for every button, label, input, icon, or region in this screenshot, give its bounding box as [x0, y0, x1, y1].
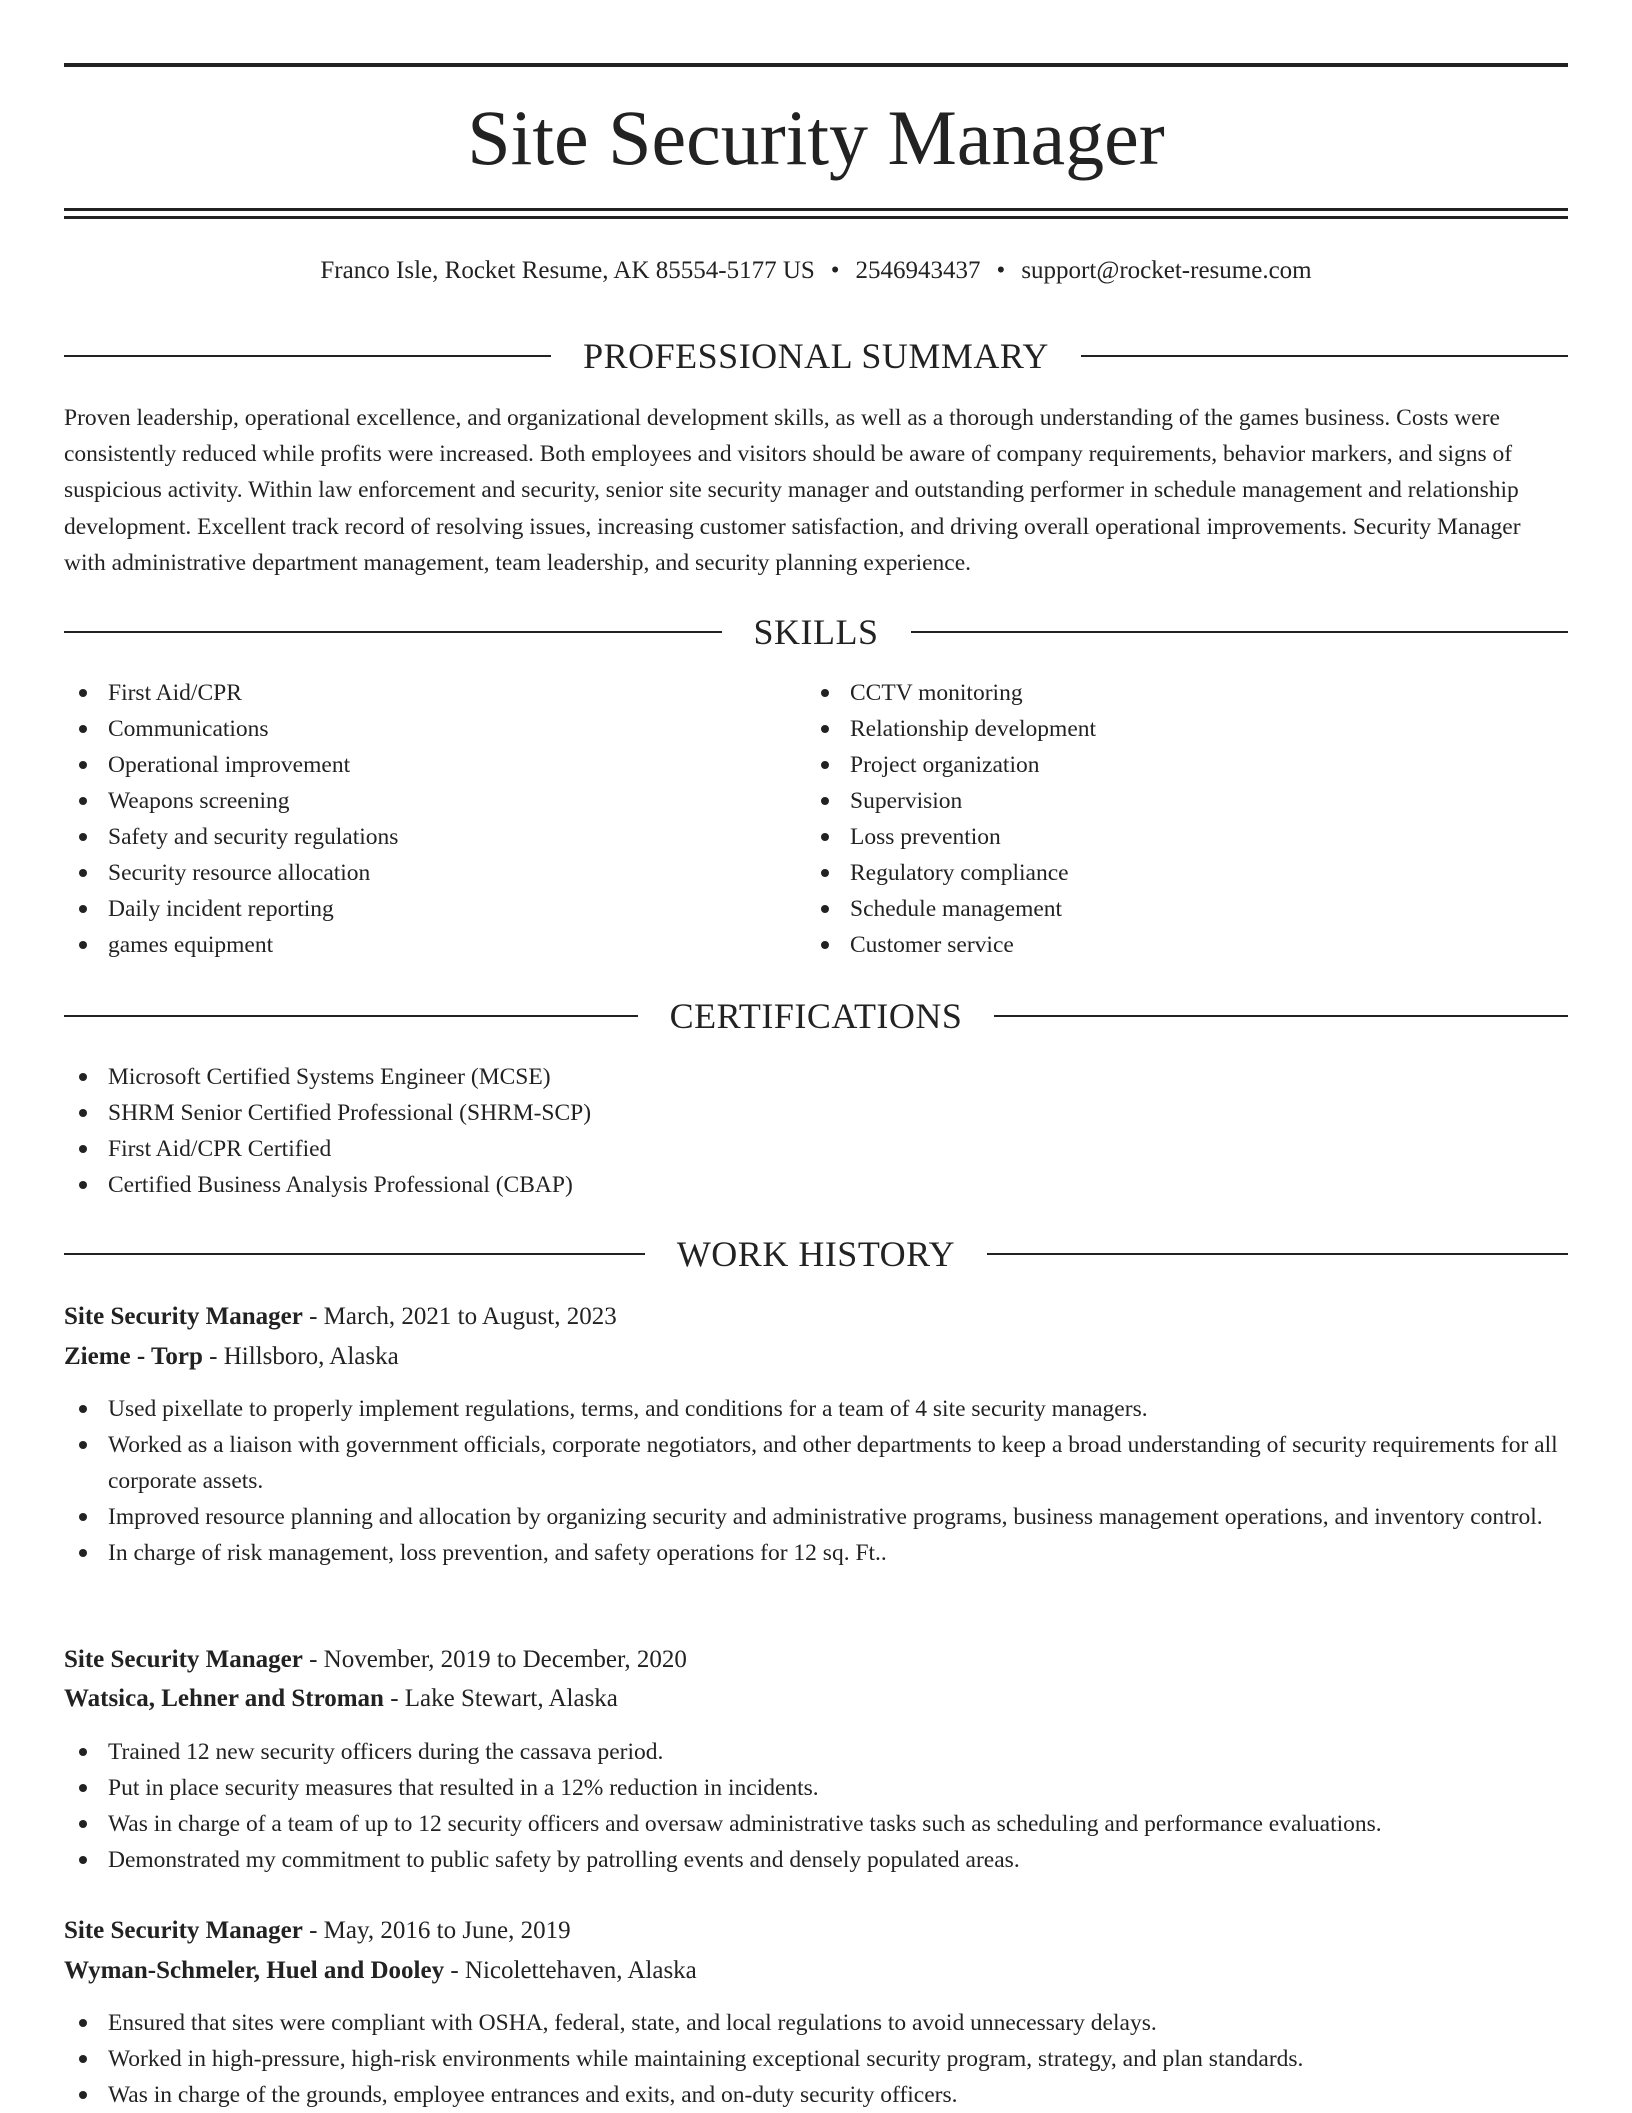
- list-item: [806, 747, 1566, 783]
- duty-text: Put in place security measures that resulted in a 12% reduction in incidents.: [108, 1775, 819, 1801]
- header-double-rule-lower: [64, 216, 1568, 219]
- skill-text: Schedule management: [850, 896, 1063, 922]
- skills-list: [64, 675, 804, 963]
- skill-text: Communications: [108, 716, 269, 742]
- header-double-rule-upper: [64, 208, 1568, 211]
- list-item: [64, 1535, 1568, 1571]
- certification-text: Certified Business Analysis Professional (CBAP): [108, 1172, 573, 1198]
- duty-text: Worked in high-pressure, high-risk environments while maintaining exceptional security program, strategy, and plan standards.: [108, 2046, 1304, 2072]
- section-heading: WORK HISTORY: [676, 1234, 956, 1274]
- bullet-icon: [821, 797, 829, 805]
- list-item: [64, 2041, 1568, 2077]
- section-rule: [64, 631, 722, 633]
- skill-text: Project organization: [850, 752, 1040, 778]
- section-header-certifications: [64, 996, 1568, 1036]
- bullet-icon: [79, 689, 87, 697]
- list-item: [64, 1734, 1568, 1770]
- list-item: [64, 1770, 1568, 1806]
- job-dates: - May, 2016 to June, 2019: [302, 1917, 571, 1944]
- bullet-icon: [79, 761, 87, 769]
- bullet-icon: [79, 905, 87, 913]
- skill-text: Supervision: [850, 788, 963, 814]
- list-item: [806, 891, 1566, 927]
- list-item: [806, 855, 1566, 891]
- job-duties: [64, 1391, 1568, 1571]
- bullet-icon: [79, 1109, 87, 1117]
- contact-separator: •: [996, 257, 1006, 284]
- certifications-bullets: [64, 1059, 1568, 1203]
- job-duties-list: [64, 1391, 1568, 1571]
- bullet-icon: [79, 869, 87, 877]
- duty-text: Improved resource planning and allocation by organizing security and administrative programs, business management operations, and inventory control.: [108, 1504, 1543, 1530]
- duty-text: Worked as a liaison with government officials, corporate negotiators, and other departments to keep a broad understanding of security requirements for all corporate assets.: [108, 1432, 1558, 1494]
- list-item: [64, 1391, 1568, 1427]
- bullet-icon: [79, 1784, 87, 1792]
- job-title-line: [64, 1913, 1568, 1949]
- list-item: [64, 891, 804, 927]
- job-title-line: [64, 1299, 1568, 1335]
- list-item: [64, 2005, 1568, 2041]
- skills-column-right: [806, 675, 1566, 963]
- list-item: [64, 1167, 1568, 1203]
- certification-text: Microsoft Certified Systems Engineer (MCSE): [108, 1064, 551, 1090]
- bullet-icon: [79, 2019, 87, 2027]
- list-item: [64, 855, 804, 891]
- bullet-icon: [79, 1549, 87, 1557]
- job-title: Site Security Manager: [64, 1646, 303, 1673]
- skill-text: CCTV monitoring: [850, 680, 1023, 706]
- list-item: [64, 1499, 1568, 1535]
- contact-line: [64, 254, 1568, 288]
- job-company: Zieme - Torp: [64, 1343, 203, 1370]
- section-rule: [987, 1253, 1568, 1255]
- bullet-icon: [79, 797, 87, 805]
- section-rule: [64, 355, 551, 357]
- section-rule: [64, 1015, 638, 1017]
- skill-text: Regulatory compliance: [850, 860, 1069, 886]
- job-location: - Hillsboro, Alaska: [202, 1343, 399, 1370]
- duty-text: Used pixellate to properly implement regulations, terms, and conditions for a team of 4 site security managers.: [108, 1396, 1148, 1422]
- list-item: [64, 675, 804, 711]
- list-item: [64, 1842, 1568, 1878]
- list-item: [64, 1059, 1568, 1095]
- job-duties-list: [64, 2005, 1568, 2113]
- list-item: [64, 927, 804, 963]
- list-item: [806, 783, 1566, 819]
- skill-text: Relationship development: [850, 716, 1097, 742]
- list-item: [806, 927, 1566, 963]
- bullet-icon: [821, 833, 829, 841]
- certifications-list: [64, 1059, 1568, 1203]
- list-item: [64, 1095, 1568, 1131]
- contact-address: Franco Isle, Rocket Resume, AK 85554-5177 US: [320, 257, 815, 284]
- duty-text: Trained 12 new security officers during the cassava period.: [108, 1739, 664, 1765]
- section-heading: PROFESSIONAL SUMMARY: [583, 336, 1049, 376]
- job-duties: [64, 2005, 1568, 2113]
- bullet-icon: [79, 1748, 87, 1756]
- duty-text: In charge of risk management, loss prevention, and safety operations for 12 sq. Ft..: [108, 1540, 887, 1566]
- bullet-icon: [79, 1441, 87, 1449]
- section-rule: [1081, 355, 1568, 357]
- list-item: [64, 2077, 1568, 2113]
- job-duties-list: [64, 1734, 1568, 1878]
- list-item: [64, 1427, 1568, 1499]
- contact-email[interactable]: support@rocket-resume.com: [1021, 257, 1312, 284]
- bullet-icon: [79, 2055, 87, 2063]
- section-header-work-history: [64, 1234, 1568, 1274]
- resume-title: Site Security Manager: [467, 94, 1165, 181]
- skill-text: Security resource allocation: [108, 860, 371, 886]
- job-location: - Lake Stewart, Alaska: [383, 1685, 618, 1712]
- duty-text: Was in charge of the grounds, employee entrances and exits, and on-duty security officers.: [108, 2082, 958, 2108]
- section-heading: SKILLS: [753, 612, 879, 652]
- job-company-line: [64, 1339, 1568, 1375]
- bullet-icon: [821, 869, 829, 877]
- skill-text: Operational improvement: [108, 752, 351, 778]
- bullet-icon: [79, 1513, 87, 1521]
- job-company: Watsica, Lehner and Stroman: [64, 1685, 384, 1712]
- bullet-icon: [79, 1820, 87, 1828]
- job-title: Site Security Manager: [64, 1303, 303, 1330]
- skill-text: First Aid/CPR: [108, 680, 242, 706]
- skill-text: Safety and security regulations: [108, 824, 399, 850]
- bullet-icon: [79, 1145, 87, 1153]
- skill-text: Customer service: [850, 932, 1014, 958]
- bullet-icon: [821, 725, 829, 733]
- skill-text: Daily incident reporting: [108, 896, 334, 922]
- contact-separator: •: [830, 257, 840, 284]
- job-title-line: [64, 1642, 1568, 1678]
- job-location: - Nicolettehaven, Alaska: [444, 1957, 697, 1984]
- skill-text: Weapons screening: [108, 788, 290, 814]
- list-item: [806, 819, 1566, 855]
- job-title: Site Security Manager: [64, 1917, 303, 1944]
- skill-text: games equipment: [108, 932, 274, 958]
- certification-text: First Aid/CPR Certified: [108, 1136, 332, 1162]
- bullet-icon: [821, 761, 829, 769]
- list-item: [64, 711, 804, 747]
- certification-text: SHRM Senior Certified Professional (SHRM-SCP): [108, 1100, 592, 1126]
- summary-text: Proven leadership, operational excellence, and organizational development skills, as well as a thorough understanding of the games business. Costs were consistently reduced while profits were increased. Both employees and visitors should be aware of company requirements, behavior markers, and signs of suspicious activity. Within law enforcement and security, senior site security manager and outstanding performer in schedule management and relationship development. Excellent track record of resolving issues, increasing customer satisfaction, and driving overall operational improvements. Security Manager with administrative department management, team leadership, and security planning experience.: [64, 405, 1521, 576]
- list-item: [806, 711, 1566, 747]
- bullet-icon: [79, 1405, 87, 1413]
- bullet-icon: [821, 689, 829, 697]
- duty-text: Was in charge of a team of up to 12 security officers and oversaw administrative tasks such as scheduling and performance evaluations.: [108, 1811, 1382, 1837]
- bullet-icon: [79, 1856, 87, 1864]
- job-company: Wyman-Schmeler, Huel and Dooley: [64, 1957, 445, 1984]
- skill-text: Loss prevention: [850, 824, 1001, 850]
- section-rule: [911, 631, 1569, 633]
- bullet-icon: [79, 2091, 87, 2099]
- bullet-icon: [79, 941, 87, 949]
- header-top-rule: [64, 63, 1568, 67]
- section-header-summary: [64, 336, 1568, 376]
- bullet-icon: [821, 905, 829, 913]
- list-item: [64, 747, 804, 783]
- bullet-icon: [79, 1073, 87, 1081]
- bullet-icon: [79, 1181, 87, 1189]
- skills-list: [806, 675, 1566, 963]
- section-rule: [994, 1015, 1568, 1017]
- list-item: [64, 819, 804, 855]
- job-company-line: [64, 1681, 1568, 1717]
- list-item: [64, 1806, 1568, 1842]
- list-item: [64, 783, 804, 819]
- job-dates: - March, 2021 to August, 2023: [302, 1303, 617, 1330]
- section-heading: CERTIFICATIONS: [669, 996, 963, 1036]
- job-dates: - November, 2019 to December, 2020: [302, 1646, 687, 1673]
- bullet-icon: [79, 725, 87, 733]
- job-company-line: [64, 1953, 1568, 1989]
- bullet-icon: [79, 833, 87, 841]
- section-rule: [64, 1253, 645, 1255]
- job-duties: [64, 1734, 1568, 1878]
- duty-text: Demonstrated my commitment to public safety by patrolling events and densely populated areas.: [108, 1847, 1020, 1873]
- duty-text: Ensured that sites were compliant with OSHA, federal, state, and local regulations to avoid unnecessary delays.: [108, 2010, 1157, 2036]
- skills-column-left: [64, 675, 804, 963]
- section-header-skills: [64, 612, 1568, 652]
- list-item: [806, 675, 1566, 711]
- bullet-icon: [821, 941, 829, 949]
- list-item: [64, 1131, 1568, 1167]
- contact-phone: 2546943437: [855, 257, 981, 284]
